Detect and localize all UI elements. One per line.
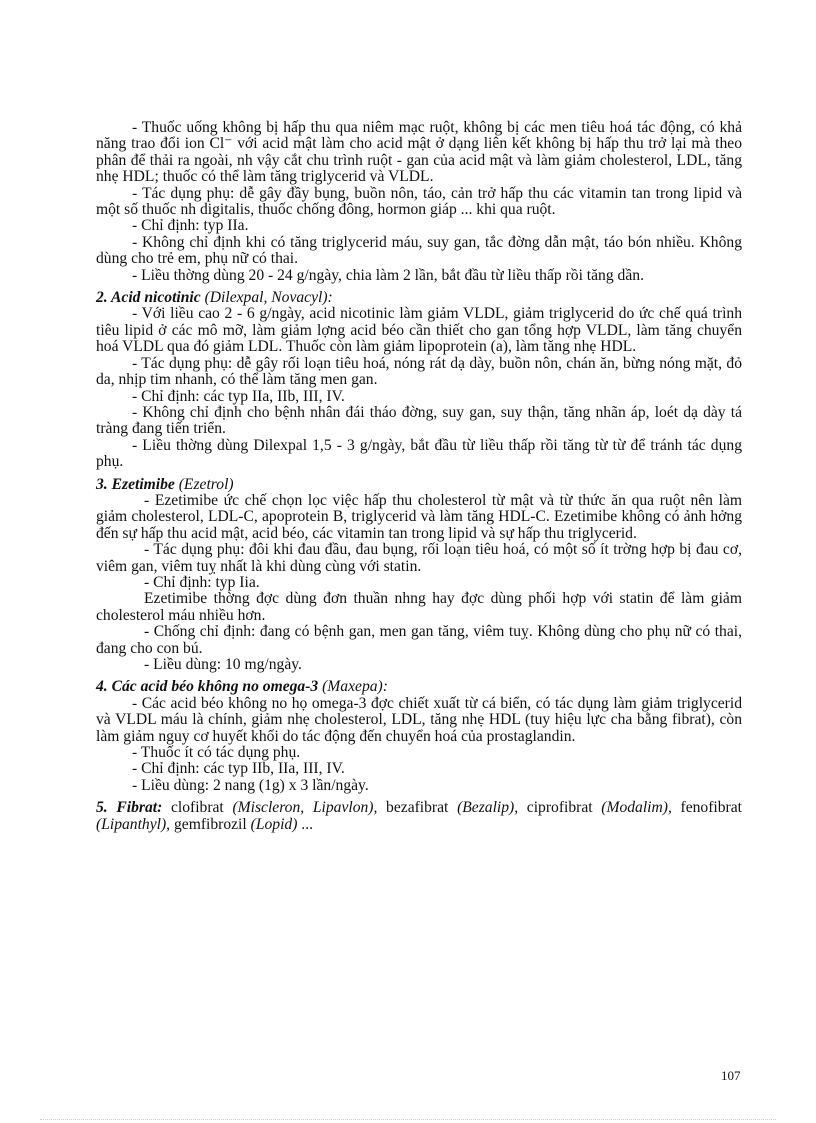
paragraph: - Liều thờng dùng 20 - 24 g/ngày, chia làm 2 lần, bắt đầu từ liều thấp rồi tăng dần.	[132, 266, 644, 284]
paragraph: - Với liều cao 2 - 6 g/ngày, acid nicotinic làm giảm VLDL, giảm triglycerid do ức chế quá trình tiêu lipid ở các mô mỡ, làm giảm lợng acid béo cần thiết cho gan tổng hợp VLDL, làm tăng chuyển hoá VLDL qua đó giảm LDL. Thuốc còn làm giảm lipoprotein (a), làm tăng nhẹ HDL.	[96, 305, 742, 356]
page-body	[96, 120, 742, 833]
paragraph: - Các acid béo không no họ omega-3 đợc chiết xuất từ cá biển, có tác dụng làm giảm triglycerid và VLDL máu là chính, giảm nhẹ cholesterol, LDL, tăng nhẹ HDL (tuy hiệu lực cha bằng fibrat), còn làm giảm nguy cơ huyết khối do tác động đến chuyển hoá của prostaglandin.	[96, 694, 742, 745]
paragraph: - Không chỉ định cho bệnh nhân đái tháo đờng, suy gan, suy thận, tăng nhãn áp, loét dạ dày tá tràng đang tiến triển.	[96, 403, 742, 438]
page-bottom-rule	[40, 1119, 776, 1120]
paragraph: Ezetimibe thờng đợc dùng đơn thuần nhng hay đợc dùng phối hợp với statin để làm giảm cholesterol máu nhiều hơn.	[96, 590, 742, 624]
paragraph: - Liều dùng: 2 nang (1g) x 3 lần/ngày.	[132, 776, 369, 794]
paragraph: - Thuốc uống không bị hấp thu qua niêm mạc ruột, không bị các men tiêu hoá tác động, có khả năng trao đổi ion Cl⁻ với acid mật làm cho acid mật ở dạng liên kết không bị hấp thu trở lại mà theo phân để thải ra ngoài, nh vậy cắt chu trình ruột - gan của acid mật và làm giảm cholesterol, LDL, tăng nhẹ HDL; thuốc có thể làm tăng triglycerid và VLDL.	[96, 119, 742, 186]
paragraph: - Không chỉ định khi có tăng triglycerid máu, suy gan, tắc đờng dẫn mật, táo bón nhiều. Không dùng cho trẻ em, phụ nữ có thai.	[96, 233, 742, 268]
paragraph: - Liều dùng: 10 mg/ngày.	[144, 656, 302, 673]
paragraph: - Chỉ định: typ Iia.	[144, 573, 260, 591]
paragraph: - Chỉ định: các typ IIb, IIa, III, IV.	[132, 760, 345, 778]
paragraph: - Ezetimibe ức chế chọn lọc việc hấp thu cholesterol từ mật và từ thức ăn qua ruột nên làm giảm cholesterol, LDL-C, apoprotein B, triglycerid và làm tăng HDL-C. Ezetimibe không có ảnh hởng đến sự hấp thu acid mật, acid béo, các vitamin tan trong lipid và sự hấp thu triglycerid.	[96, 491, 742, 542]
section-heading-nicotinic: 2. Acid nicotinic (Dilexpal, Novacyl):	[96, 289, 333, 307]
paragraph: - Chỉ định: các typ IIa, IIb, III, IV.	[132, 387, 345, 405]
section-heading-omega3: 4. Các acid béo không no omega-3 (Maxepa):	[96, 678, 388, 696]
paragraph: - Tác dụng phụ: đôi khi đau đầu, đau bụng, rối loạn tiêu hoá, có một số ít trờng hợp bị đau cơ, viêm gan, viêm tuỵ nhất là khi dùng cùng với statin.	[96, 541, 742, 575]
page-number: 107	[721, 1068, 741, 1083]
section-heading-ezetimibe: 3. Ezetimibe (Ezetrol)	[96, 475, 234, 493]
paragraph: - Chống chỉ định: đang có bệnh gan, men gan tăng, viêm tuỵ. Không dùng cho phụ nữ có thai, đang cho con bú.	[96, 623, 742, 657]
section-heading-fibrat: 5. Fibrat: clofibrat (Miscleron, Lipavlon), bezafibrat (Bezalip), ciprofibrat (Modalim), fenofibrat (Lipanthyl), gemfibrozil (Lopid) ...	[96, 799, 742, 833]
paragraph: - Chỉ định: typ IIa.	[132, 217, 249, 235]
paragraph: - Tác dụng phụ: dễ gây đầy bụng, buồn nôn, táo, cản trở hấp thu các vitamin tan trong lipid và một số thuốc nh digitalis, thuốc chống đông, hormon giáp ... khi qua ruột.	[96, 184, 742, 219]
paragraph: - Thuốc ít có tác dụng phụ.	[132, 744, 301, 762]
paragraph: - Liều thờng dùng Dilexpal 1,5 - 3 g/ngày, bắt đầu từ liều thấp rồi tăng từ từ để tránh tác dụng phụ.	[96, 436, 742, 471]
paragraph: - Tác dụng phụ: dễ gây rối loạn tiêu hoá, nóng rát dạ dày, buồn nôn, chán ăn, bừng nóng mặt, đỏ da, nhịp tim nhanh, có thể làm tăng men gan.	[96, 354, 742, 389]
